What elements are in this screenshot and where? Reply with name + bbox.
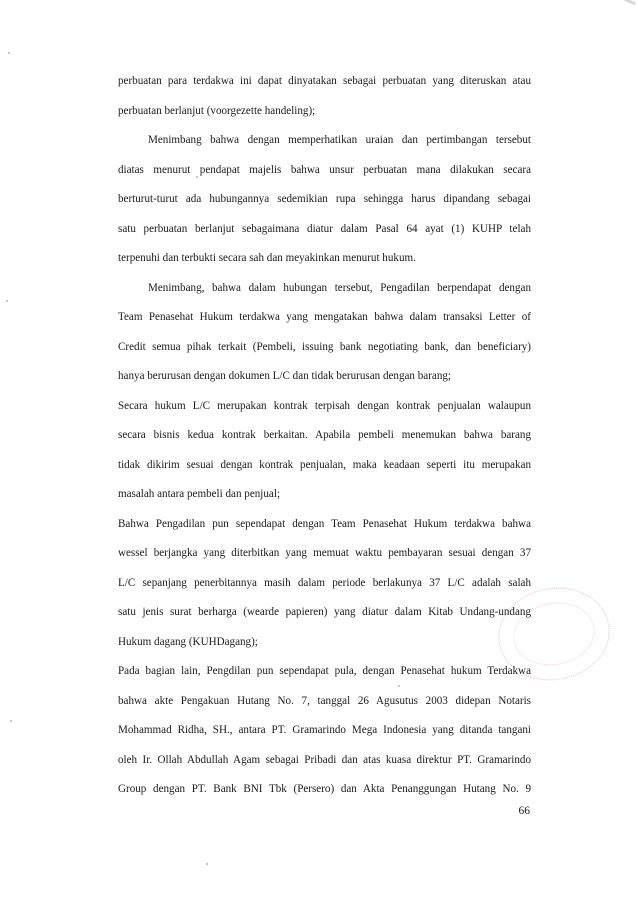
- text-line: terpenuhi dan terbukti secara sah dan meyakinkan menurut hukum.: [118, 252, 416, 264]
- text-line: Secara hukum L/C merupakan kontrak terpisah dengan kontrak penjualan walaupun: [118, 399, 531, 412]
- scan-corner-mark: [624, 0, 636, 5]
- faded-stamp-inner-ring: [508, 596, 600, 671]
- text-line: hanya berurusan dengan dokumen L/C dan tidak berurusan dengan barang;: [118, 370, 452, 382]
- text-line: satu perbuatan berlanjut sebagaimana diatur dalam Pasal 64 ayat (1) KUHP telah: [118, 222, 531, 235]
- text-line: perbuatan para terdakwa ini dapat dinyatakan sebagai perbuatan yang diteruskan atau: [118, 75, 531, 87]
- text-line: L/C sepanjang penerbitannya masih dalam periode berlakunya 37 L/C adalah salah: [118, 576, 531, 589]
- text-line: diatas menurut pendapat majelis bahwa unsur perbuatan mana dilakukan secara: [118, 163, 531, 176]
- text-line: Bahwa Pengadilan pun sependapat dengan Team Penasehat Hukum terdakwa bahwa: [118, 517, 531, 530]
- scan-speck: [398, 685, 400, 687]
- scan-speck: [6, 300, 8, 302]
- text-line: secara bisnis kedua kontrak berkaitan. Apabila pembeli menemukan bahwa barang: [118, 429, 531, 441]
- text-line: Hukum dagang (KUHDagang);: [118, 635, 258, 648]
- scan-speck: [206, 863, 208, 865]
- scan-speck: [196, 176, 198, 178]
- text-line: oleh Ir. Ollah Abdullah Agam sebagai Pribadi dan atas kuasa direktur PT. Gramarindo: [118, 753, 531, 766]
- text-line: berturut-turut ada hubungannya sedemikian rupa sehingga harus dipandang sebagai: [118, 193, 531, 205]
- text-line: Mohammad Ridha, SH., antara PT. Gramarindo Mega Indonesia yang ditanda tangani: [118, 724, 531, 736]
- text-line: Menimbang bahwa dengan memperhatikan uraian dan pertimbangan tersebut: [148, 134, 531, 146]
- text-line: masalah antara pembeli dan penjual;: [118, 488, 281, 500]
- text-line: wessel berjangka yang diterbitkan yang memuat waktu pembayaran sesuai dengan 37: [118, 547, 531, 559]
- text-line: Group dengan PT. Bank BNI Tbk (Persero) dan Akta Penanggungan Hutang No. 9: [118, 783, 531, 795]
- text-line: perbuatan berlanjut (voorgezette handeling);: [118, 104, 316, 117]
- text-line: bahwa akte Pengakuan Hutang No. 7, tanggal 26 Agusutus 2003 didepan Notaris: [118, 694, 531, 707]
- page-number: 66: [518, 805, 530, 817]
- scan-speck: [10, 720, 12, 722]
- text-line: Team Penasehat Hukum terdakwa yang mengatakan bahwa dalam transaksi Letter of: [118, 311, 531, 323]
- text-line: Pada bagian lain, Pengdilan pun sependapat pula, dengan Penasehat hukum Terdakwa: [118, 665, 531, 677]
- text-line: Menimbang, bahwa dalam hubungan tersebut, Pengadilan berpendapat dengan: [148, 281, 531, 294]
- text-line: Credit semua pihak terkait (Pembeli, issuing bank negotiating bank, dan beneficiary): [118, 340, 531, 353]
- scan-speck: [8, 52, 10, 54]
- text-line: satu jenis surat berharga (wearde papieren) yang diatur dalam Kitab Undang-undang: [118, 606, 531, 618]
- text-line: tidak dikirim sesuai dengan kontrak penjualan, maka keadaan seperti itu merupakan: [118, 458, 531, 471]
